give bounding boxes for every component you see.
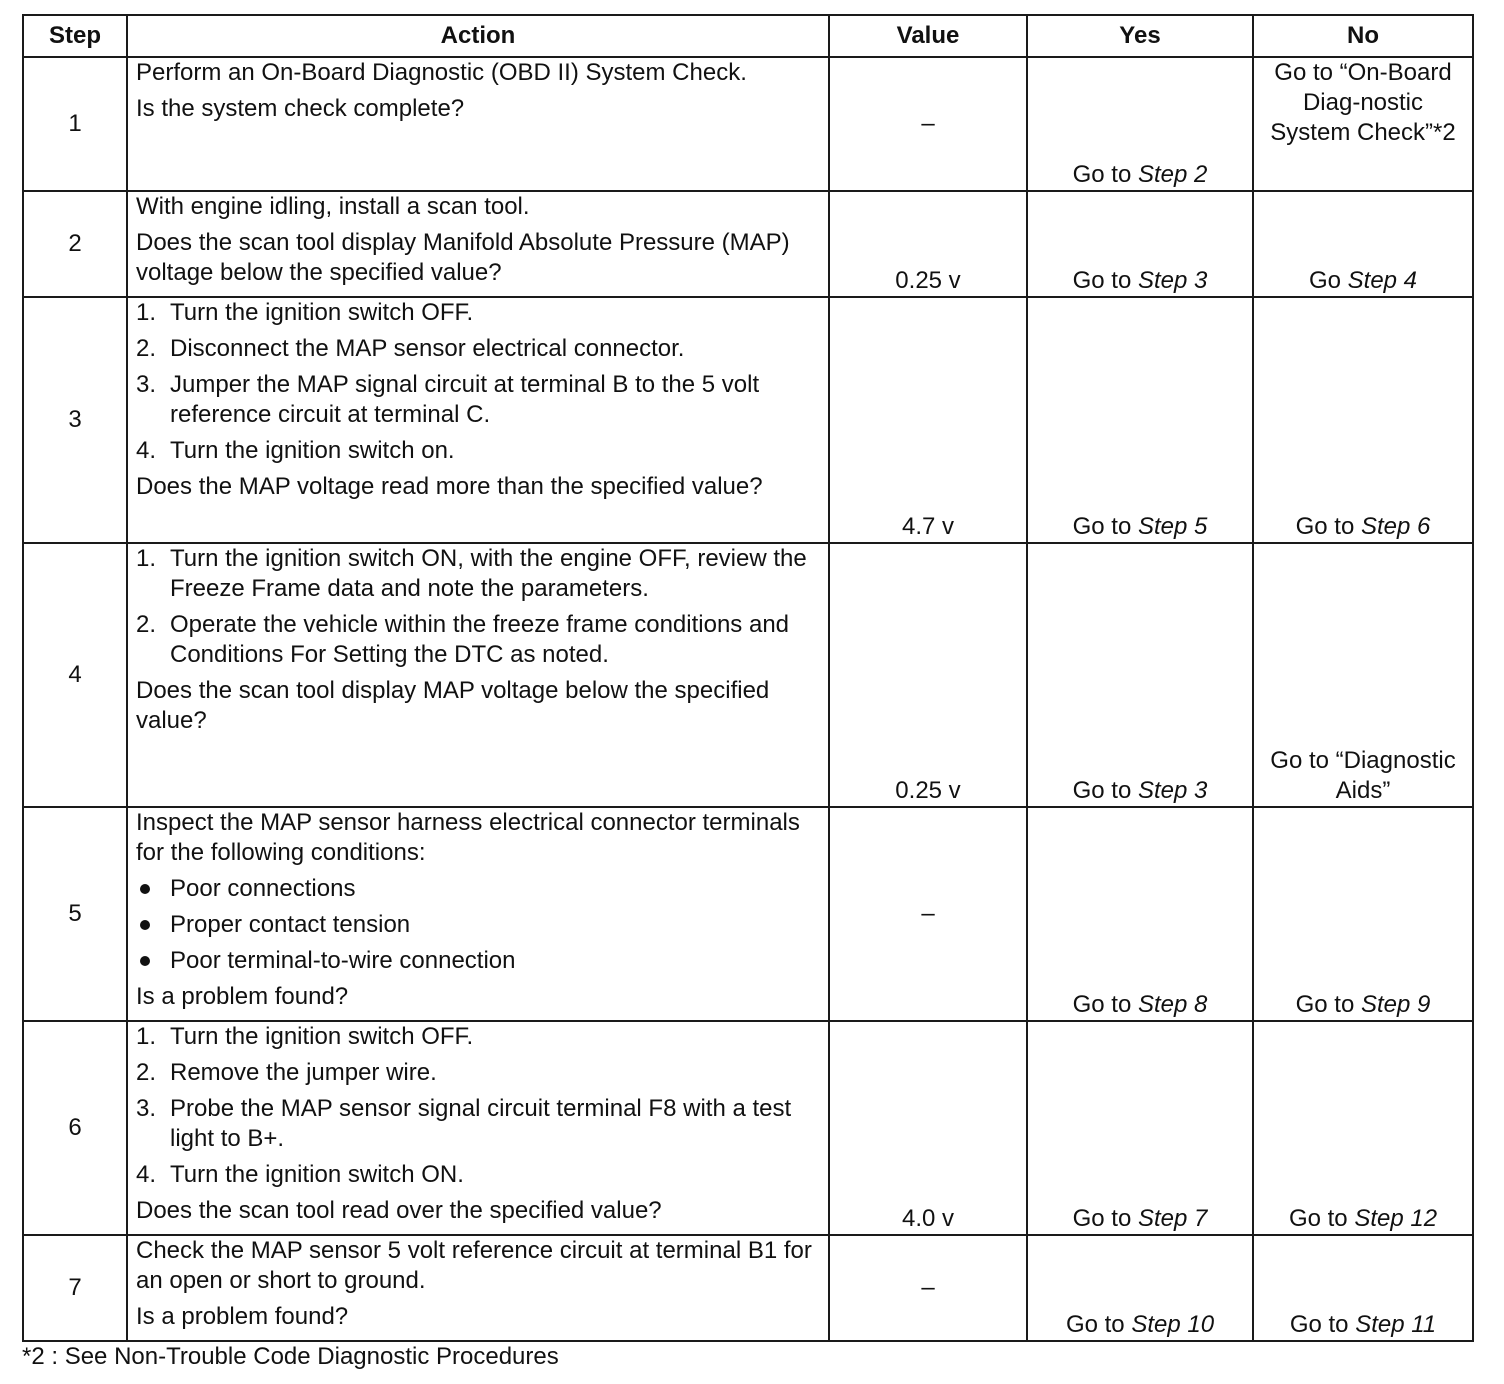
step-number: 4 (23, 543, 127, 807)
yes-prefix: Go to (1072, 513, 1138, 540)
step-number: 3 (23, 297, 127, 543)
no-prefix: Go to (1289, 1311, 1356, 1338)
action-step-item: 2. Disconnect the MAP sensor electrical connector. (136, 335, 685, 362)
yes-step-ref: Step 8 (1137, 991, 1208, 1018)
yes-prefix: Go to (1072, 777, 1138, 804)
action-question: Is the system check complete? (136, 95, 465, 122)
no-cell (1253, 297, 1473, 543)
bullet-item: Poor terminal-to-wire connection (136, 946, 820, 976)
yes-prefix: Go to (1072, 1205, 1138, 1232)
table-row (23, 191, 1473, 297)
value-cell: – (829, 57, 1027, 191)
action-cell (127, 57, 829, 191)
yes-cell (1027, 1235, 1253, 1341)
bullet-item: Proper contact tension (136, 910, 820, 940)
action-line: Perform an On-Board Diagnostic (OBD II) System Check. (136, 59, 747, 86)
action-line: Inspect the MAP sensor harness electrical connector terminals for the following conditions: (136, 809, 800, 866)
action-line: Check the MAP sensor 5 volt reference circuit at terminal B1 for an open or short to ground. (136, 1237, 812, 1294)
step-number: 6 (23, 1021, 127, 1235)
value-cell: 4.7 v (829, 297, 1027, 543)
no-cell (1253, 191, 1473, 297)
action-cell (127, 807, 829, 1021)
no-cell (1253, 1021, 1473, 1235)
header-no: No (1253, 15, 1473, 57)
action-question: Does the MAP voltage read more than the specified value? (136, 473, 763, 500)
yes-prefix: Go to (1072, 991, 1138, 1018)
action-step-item: 1. Turn the ignition switch OFF. (136, 299, 474, 326)
step-number: 7 (23, 1235, 127, 1341)
header-yes: Yes (1027, 15, 1253, 57)
no-prefix: Go to (1288, 1205, 1355, 1232)
no-step-ref: Step 9 (1360, 991, 1431, 1018)
yes-cell (1027, 297, 1253, 543)
action-question: Is a problem found? (136, 1303, 349, 1330)
no-cell (1253, 807, 1473, 1021)
action-step-item: 4. Turn the ignition switch on. (136, 437, 455, 464)
action-cell (127, 1021, 829, 1235)
action-cell (127, 191, 829, 297)
yes-cell (1027, 1021, 1253, 1235)
yes-step-ref: Step 3 (1137, 267, 1208, 294)
yes-step-ref: Step 3 (1137, 777, 1208, 804)
action-step-item: 3. Probe the MAP sensor signal circuit terminal F8 with a test light to B+. (136, 1095, 792, 1152)
no-prefix: Go to (1295, 991, 1361, 1018)
yes-cell (1027, 191, 1253, 297)
yes-step-ref: Step 2 (1137, 161, 1208, 188)
table-row (23, 1021, 1473, 1235)
yes-cell (1027, 543, 1253, 807)
no-prefix: Go (1308, 267, 1348, 294)
action-step-item: 3. Jumper the MAP signal circuit at terminal B to the 5 volt reference circuit at terminal C. (136, 371, 760, 428)
no-step-ref: Step 4 (1347, 267, 1418, 294)
action-cell (127, 297, 829, 543)
diagnostic-table (22, 14, 1474, 1342)
yes-cell (1027, 57, 1253, 191)
no-step-ref: Step 11 (1355, 1311, 1437, 1338)
action-step-item: 1. Turn the ignition switch ON, with the engine OFF, review the Freeze Frame data and note the parameters. (136, 545, 807, 602)
table-row (23, 57, 1473, 191)
yes-prefix: Go to (1072, 161, 1138, 188)
yes-prefix: Go to (1072, 267, 1138, 294)
no-cell: Go to “Diagnostic Aids” (1253, 543, 1473, 807)
no-step-ref: Step 12 (1354, 1205, 1438, 1232)
no-cell: Go to “On-Board Diag-nostic System Check”*2 (1253, 57, 1473, 191)
header-step: Step (23, 15, 127, 57)
header-row (23, 15, 1473, 57)
action-line: With engine idling, install a scan tool. (136, 193, 530, 220)
action-question: Is a problem found? (136, 983, 349, 1010)
action-question: Does the scan tool read over the specified value? (136, 1197, 662, 1224)
action-question: Does the scan tool display Manifold Absolute Pressure (MAP) voltage below the specified value? (136, 229, 790, 286)
yes-step-ref: Step 10 (1131, 1311, 1215, 1338)
action-step-item: 2. Remove the jumper wire. (136, 1059, 437, 1086)
value-cell: – (829, 1235, 1027, 1341)
value-cell: – (829, 807, 1027, 1021)
footnote: *2 : See Non-Trouble Code Diagnostic Procedures (22, 1343, 559, 1370)
value-cell: 4.0 v (829, 1021, 1027, 1235)
action-cell (127, 1235, 829, 1341)
action-cell (127, 543, 829, 807)
table-row (23, 297, 1473, 543)
yes-cell (1027, 807, 1253, 1021)
step-number: 5 (23, 807, 127, 1021)
bullet-item: Poor connections (136, 874, 820, 904)
action-step-item: 1. Turn the ignition switch OFF. (136, 1023, 474, 1050)
table-row (23, 543, 1473, 807)
yes-step-ref: Step 7 (1137, 1205, 1208, 1232)
header-action: Action (127, 15, 829, 57)
step-number: 2 (23, 191, 127, 297)
step-number: 1 (23, 57, 127, 191)
yes-prefix: Go to (1065, 1311, 1132, 1338)
yes-step-ref: Step 5 (1137, 513, 1208, 540)
no-step-ref: Step 6 (1360, 513, 1431, 540)
action-question: Does the scan tool display MAP voltage below the specified value? (136, 677, 770, 734)
value-cell: 0.25 v (829, 191, 1027, 297)
action-step-item: 2. Operate the vehicle within the freeze frame conditions and Conditions For Setting the DTC as noted. (136, 611, 790, 668)
no-cell (1253, 1235, 1473, 1341)
action-step-item: 4. Turn the ignition switch ON. (136, 1161, 464, 1188)
table-row (23, 1235, 1473, 1341)
value-cell: 0.25 v (829, 543, 1027, 807)
no-prefix: Go to (1295, 513, 1361, 540)
header-value: Value (829, 15, 1027, 57)
table-row (23, 807, 1473, 1021)
